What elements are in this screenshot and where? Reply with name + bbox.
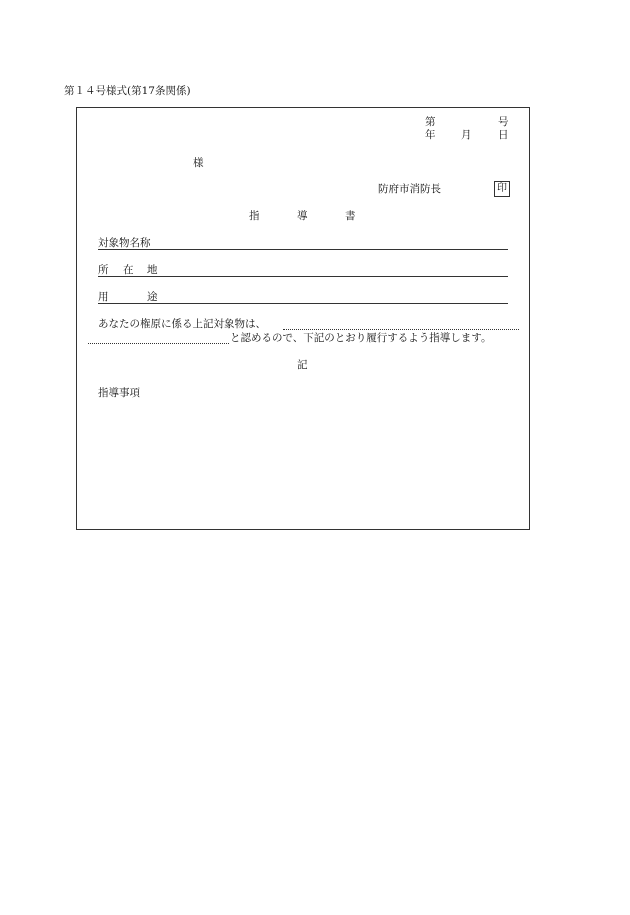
object-name-label: 対象物名称	[98, 237, 151, 249]
addressee-suffix: 様	[193, 157, 204, 169]
body-dotted-fill-1	[283, 329, 519, 330]
usage-label-char-2: 途	[147, 291, 158, 303]
body-text-line-2: と認めるので、下記のとおり履行するよう指導します。	[230, 332, 492, 344]
body-text-line-1: あなたの権原に係る上記対象物は、	[98, 318, 266, 330]
doc-title-char-2: 導	[297, 210, 308, 222]
doc-number-prefix: 第	[425, 116, 436, 128]
location-label-char-1: 所	[98, 264, 109, 276]
doc-title-char-3: 書	[345, 210, 356, 222]
location-label-char-3: 地	[147, 264, 158, 276]
issuer-title: 防府市消防長	[378, 183, 441, 195]
object-name-line	[98, 249, 508, 250]
date-day: 日	[498, 129, 509, 141]
doc-number-suffix: 号	[498, 116, 509, 128]
notes-heading: 記	[297, 359, 308, 371]
usage-line	[98, 303, 508, 304]
date-month: 月	[461, 129, 472, 141]
date-year: 年	[425, 129, 436, 141]
usage-label-char-1: 用	[98, 291, 109, 303]
doc-title-char-1: 指	[249, 210, 260, 222]
location-line	[98, 276, 508, 277]
guidance-items-label: 指導事項	[98, 387, 140, 399]
body-dotted-fill-2	[88, 343, 229, 344]
seal-mark: 印	[494, 181, 510, 197]
location-label-char-2: 在	[123, 264, 134, 276]
form-number-caption: 第１４号様式(第17条関係)	[64, 85, 191, 97]
